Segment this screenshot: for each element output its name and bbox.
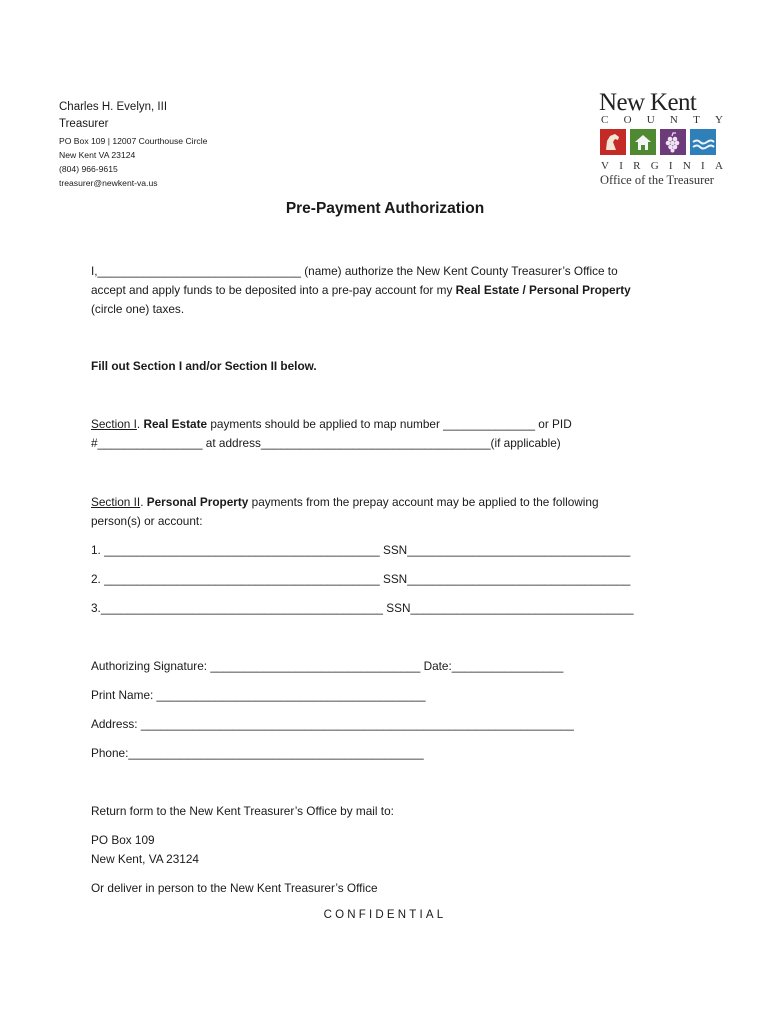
logo-office-text: Office of the Treasurer bbox=[600, 173, 714, 187]
section-2-line-1: Section II. Personal Property payments from the prepay account may be applied to the following bbox=[91, 495, 599, 509]
treasurer-contact-block bbox=[59, 99, 207, 190]
document-title: Pre-Payment Authorization bbox=[285, 200, 485, 217]
treasurer-name: Charles H. Evelyn, III bbox=[59, 101, 168, 113]
intro-line-1: I,_______________________________ (name) authorize the New Kent County Treasurer’s Office to bbox=[91, 264, 618, 278]
tax-type-options: Real Estate / Personal Property bbox=[455, 283, 631, 297]
house-tile-icon bbox=[630, 129, 656, 155]
return-city: New Kent, VA 23124 bbox=[91, 852, 199, 866]
intro-line-3: (circle one) taxes. bbox=[91, 302, 185, 316]
return-instruction: Return form to the New Kent Treasurer’s Office by mail to: bbox=[91, 804, 394, 818]
instruction-text: Fill out Section I and/or Section II below. bbox=[91, 359, 317, 373]
treasurer-title: Treasurer bbox=[59, 118, 109, 130]
section-1-heading: Section I bbox=[91, 417, 137, 431]
section-2-heading: Section II bbox=[91, 495, 141, 509]
intro-paragraph bbox=[91, 262, 631, 319]
water-tile-icon bbox=[690, 129, 716, 155]
print-name-field[interactable]: Print Name: _________________________________________ bbox=[91, 688, 426, 702]
logo-title: New Kent bbox=[599, 89, 697, 116]
new-kent-county-logo bbox=[594, 89, 724, 189]
return-address bbox=[91, 831, 199, 869]
logo-virginia-text: V I R G I N I A bbox=[601, 160, 723, 172]
horse-tile-icon bbox=[600, 129, 626, 155]
section-1 bbox=[91, 415, 572, 453]
return-po-box: PO Box 109 bbox=[91, 833, 155, 847]
intro-line-2: accept and apply funds to be deposited into a pre-pay account for my Real Estate / Personal Property bbox=[91, 283, 631, 297]
person-row-3[interactable]: 3.___________________________________________ SSN__________________________________ bbox=[91, 601, 634, 615]
logo-tiles bbox=[600, 129, 716, 155]
section-2 bbox=[91, 493, 599, 531]
deliver-instruction: Or deliver in person to the New Kent Treasurer’s Office bbox=[91, 881, 378, 895]
section-2-line-2: person(s) or account: bbox=[91, 514, 203, 528]
office-email: treasurer@newkent-va.us bbox=[59, 178, 158, 188]
signature-field[interactable]: Authorizing Signature: ________________________________ Date:_________________ bbox=[91, 659, 564, 673]
section-1-line-1: Section I. Real Estate payments should be applied to map number ______________ or PID bbox=[91, 417, 572, 431]
phone-field[interactable]: Phone:_____________________________________________ bbox=[91, 746, 424, 760]
person-row-1[interactable]: 1. __________________________________________ SSN__________________________________ bbox=[91, 543, 631, 557]
confidential-footer: CONFIDENTIAL bbox=[323, 909, 447, 921]
office-phone: (804) 966-9615 bbox=[59, 164, 118, 174]
section-1-line-2: #________________ at address___________________________________(if applicable) bbox=[91, 436, 561, 450]
logo-county-text: C O U N T Y bbox=[601, 114, 723, 126]
person-row-2[interactable]: 2. __________________________________________ SSN__________________________________ bbox=[91, 572, 631, 586]
office-address: PO Box 109 | 12007 Courthouse Circle bbox=[59, 136, 208, 146]
grapes-tile-icon bbox=[660, 129, 686, 155]
office-city: New Kent VA 23124 bbox=[59, 150, 136, 160]
address-field[interactable]: Address: __________________________________________________________________ bbox=[91, 717, 574, 731]
